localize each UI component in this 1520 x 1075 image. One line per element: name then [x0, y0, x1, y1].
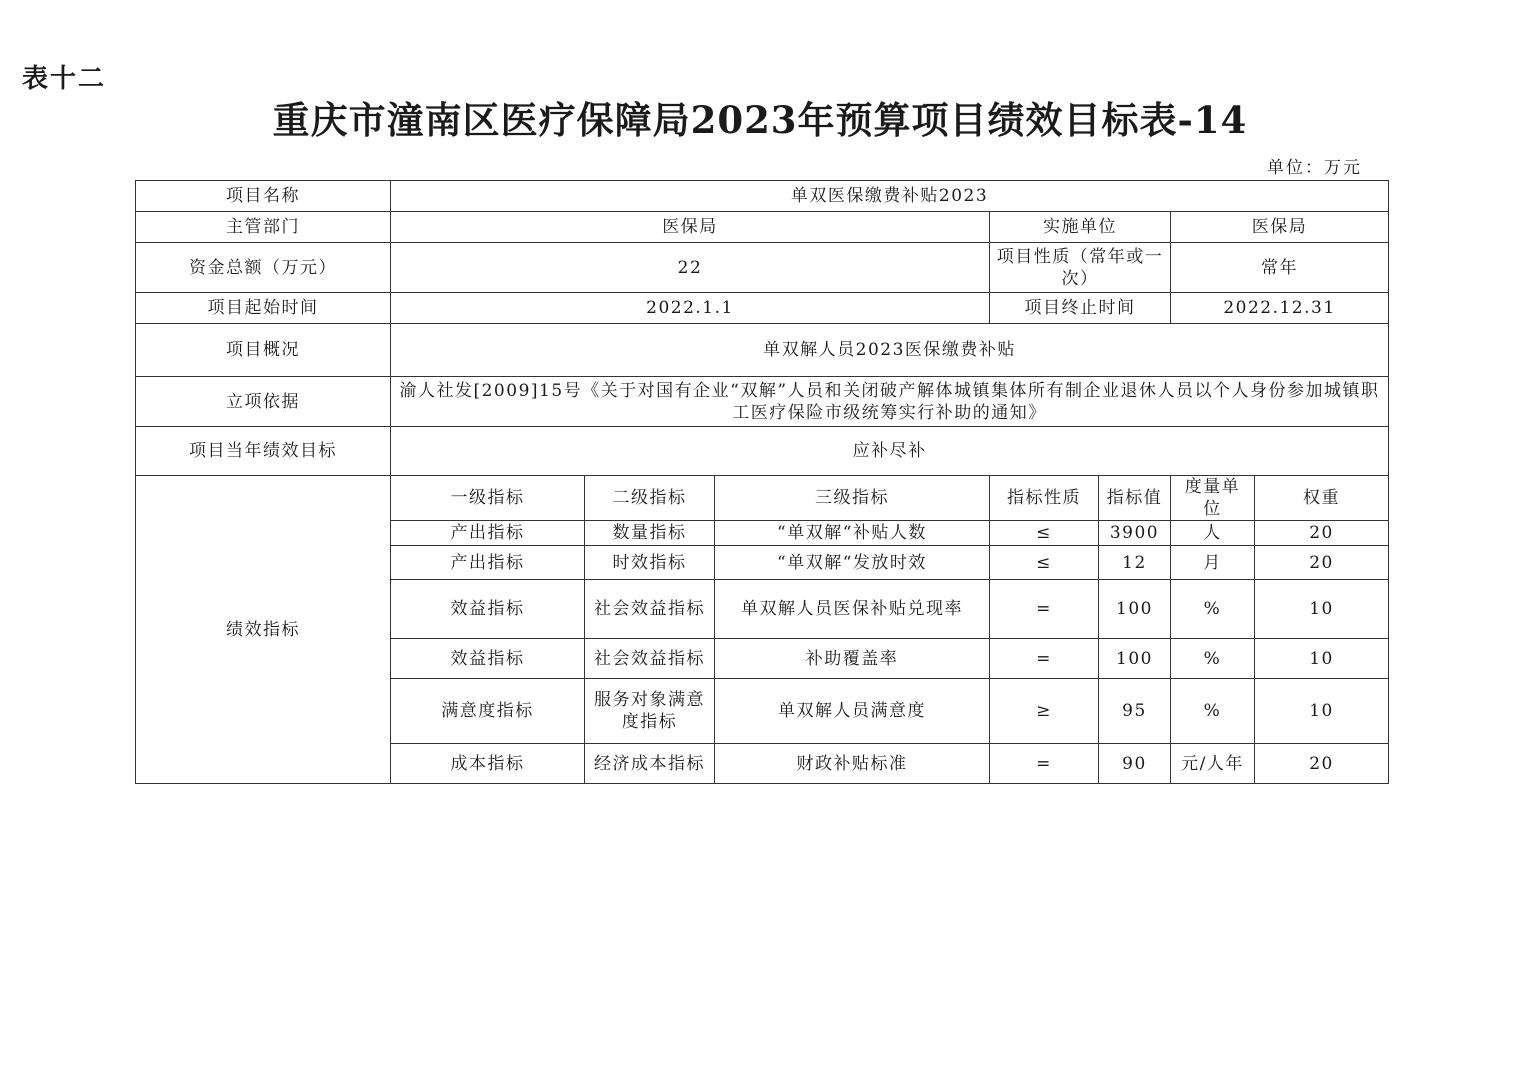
unit-note: 单位：万元 [1267, 158, 1362, 178]
cell-unit: 人 [1171, 521, 1255, 546]
cell-level2: 服务对象满意度指标 [585, 679, 715, 744]
project-name-value: 单双医保缴费补贴2023 [391, 181, 1389, 212]
cell-unit: 月 [1171, 546, 1255, 580]
cell-weight: 20 [1255, 546, 1389, 580]
document-title: 重庆市潼南区医疗保障局2023年预算项目绩效目标表-14 [272, 98, 1248, 142]
start-label: 项目起始时间 [136, 293, 391, 324]
cell-weight: 10 [1255, 580, 1389, 639]
cell-level2: 社会效益指标 [585, 639, 715, 679]
cell-nature: = [990, 639, 1099, 679]
indicator-header-row [136, 476, 1389, 521]
cell-nature: = [990, 580, 1099, 639]
end-label: 项目终止时间 [990, 293, 1171, 324]
cell-weight: 20 [1255, 744, 1389, 784]
goal-value: 应补尽补 [391, 427, 1389, 476]
cell-level1: 效益指标 [391, 639, 585, 679]
goal-label: 项目当年绩效目标 [136, 427, 391, 476]
overview-label: 项目概况 [136, 324, 391, 377]
cell-level3: “单双解“发放时效 [715, 546, 990, 580]
cell-weight: 10 [1255, 639, 1389, 679]
cell-level1: 产出指标 [391, 521, 585, 546]
cell-nature: ≤ [990, 521, 1099, 546]
nature-value: 常年 [1171, 243, 1389, 293]
fund-label: 资金总额（万元） [136, 243, 391, 293]
header-level3: 三级指标 [715, 476, 990, 521]
fund-value: 22 [391, 243, 990, 293]
cell-level2: 社会效益指标 [585, 580, 715, 639]
cell-unit: % [1171, 639, 1255, 679]
row-period [136, 293, 1389, 324]
cell-level3: 单双解人员医保补贴兑现率 [715, 580, 990, 639]
cell-level3: “单双解“补贴人数 [715, 521, 990, 546]
row-fund [136, 243, 1389, 293]
header-level1: 一级指标 [391, 476, 585, 521]
cell-level3: 补助覆盖率 [715, 639, 990, 679]
cell-level3: 财政补贴标准 [715, 744, 990, 784]
cell-weight: 20 [1255, 521, 1389, 546]
cell-nature: = [990, 744, 1099, 784]
cell-value: 100 [1099, 639, 1171, 679]
cell-level3: 单双解人员满意度 [715, 679, 990, 744]
impl-label: 实施单位 [990, 212, 1171, 243]
cell-unit: 元/人年 [1171, 744, 1255, 784]
cell-level2: 经济成本指标 [585, 744, 715, 784]
row-project-name [136, 181, 1389, 212]
header-weight: 权重 [1255, 476, 1389, 521]
header-level2: 二级指标 [585, 476, 715, 521]
cell-value: 90 [1099, 744, 1171, 784]
row-goal [136, 427, 1389, 476]
cell-level2: 数量指标 [585, 521, 715, 546]
table-number-label: 表十二 [22, 64, 107, 94]
header-nature: 指标性质 [990, 476, 1099, 521]
cell-level1: 成本指标 [391, 744, 585, 784]
row-department [136, 212, 1389, 243]
header-unit: 度量单位 [1171, 476, 1255, 521]
row-overview [136, 324, 1389, 377]
cell-level1: 产出指标 [391, 546, 585, 580]
dept-value: 医保局 [391, 212, 990, 243]
header-value: 指标值 [1099, 476, 1171, 521]
cell-level1: 满意度指标 [391, 679, 585, 744]
start-value: 2022.1.1 [391, 293, 990, 324]
overview-value: 单双解人员2023医保缴费补贴 [391, 324, 1389, 377]
impl-value: 医保局 [1171, 212, 1389, 243]
cell-nature: ≤ [990, 546, 1099, 580]
dept-label: 主管部门 [136, 212, 391, 243]
cell-value: 95 [1099, 679, 1171, 744]
cell-nature: ≥ [990, 679, 1099, 744]
cell-value: 12 [1099, 546, 1171, 580]
indicators-section-label: 绩效指标 [136, 476, 391, 784]
cell-value: 3900 [1099, 521, 1171, 546]
cell-value: 100 [1099, 580, 1171, 639]
cell-weight: 10 [1255, 679, 1389, 744]
basis-label: 立项依据 [136, 377, 391, 427]
basis-value: 渝人社发[2009]15号《关于对国有企业“双解”人员和关闭破产解体城镇集体所有制企业退休人员以个人身份参加城镇职工医疗保险市级统筹实行补助的通知》 [391, 377, 1389, 427]
end-value: 2022.12.31 [1171, 293, 1389, 324]
row-basis [136, 377, 1389, 427]
project-name-label: 项目名称 [136, 181, 391, 212]
nature-label: 项目性质（常年或一次） [990, 243, 1171, 293]
performance-target-table [135, 180, 1389, 784]
cell-unit: % [1171, 580, 1255, 639]
cell-unit: % [1171, 679, 1255, 744]
cell-level1: 效益指标 [391, 580, 585, 639]
cell-level2: 时效指标 [585, 546, 715, 580]
